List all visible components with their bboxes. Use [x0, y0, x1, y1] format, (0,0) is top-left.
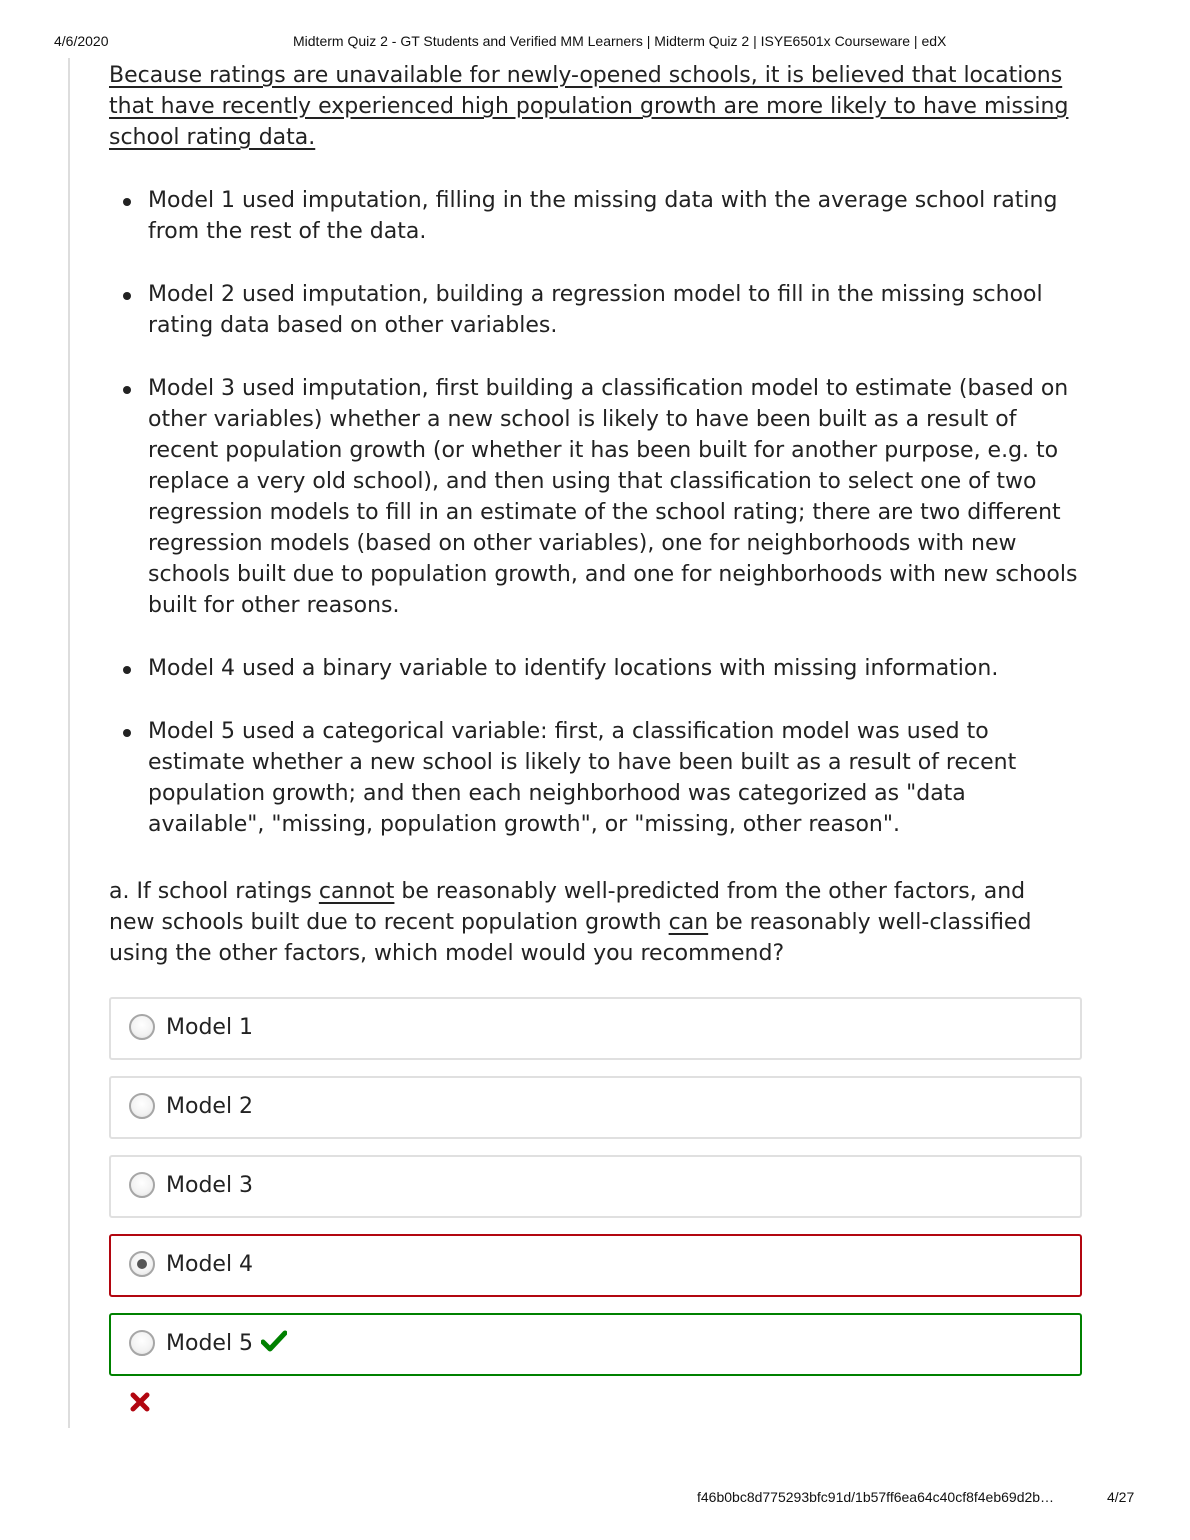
answer-options: [109, 997, 1089, 1376]
checkmark-icon: [261, 1330, 287, 1352]
left-divider: [68, 58, 70, 1428]
problem-content: [109, 60, 1089, 1392]
list-item: [109, 185, 1088, 247]
option-label: Model 1: [166, 1015, 254, 1040]
question-emphasis-can: can: [668, 910, 709, 935]
question-prefix: a. If school ratings: [109, 879, 319, 904]
question-suffix: be reasonably well-classified using the other factors, which model would you recommend?: [109, 910, 1032, 966]
incorrect-status: [130, 1392, 150, 1416]
option-model-4[interactable]: [109, 1234, 1082, 1297]
question-middle: be reasonably well-predicted from the other factors, and new schools built due to recent population growth: [109, 879, 1026, 935]
option-model-2[interactable]: [109, 1076, 1082, 1139]
model-description: Model 1 used imputation, filling in the missing data with the average school rating from the rest of the data.: [148, 188, 1058, 244]
option-model-5[interactable]: [109, 1313, 1082, 1376]
footer-url: f46b0bc8d775293bfc91d/1b57ff6ea64c40cf8f4eb69d2b…: [697, 1489, 1055, 1505]
radio-button[interactable]: [129, 1093, 155, 1119]
model-list: [109, 185, 1089, 840]
radio-button[interactable]: [129, 1172, 155, 1198]
list-item: [109, 653, 1088, 684]
radio-button[interactable]: [129, 1330, 155, 1356]
option-label: Model 2: [166, 1094, 254, 1119]
footer-page-number: 4/27: [1107, 1489, 1135, 1505]
radio-button[interactable]: [129, 1014, 155, 1040]
option-label: Model 3: [166, 1173, 254, 1198]
question-text: [109, 876, 1069, 969]
bullet-icon: [123, 729, 131, 737]
print-date: 4/6/2020: [54, 33, 109, 49]
list-item: [109, 716, 1088, 840]
model-description: Model 5 used a categorical variable: first, a classification model was used to estimate whether a new school is likely to have been built as a result of recent population growth; and then each neighborhood was categorized as "data available", "missing, population growth", or "missing, other reason".: [148, 719, 1017, 837]
option-model-3[interactable]: [109, 1155, 1082, 1218]
model-description: Model 3 used imputation, first building a classification model to estimate (based on other variables) whether a new school is likely to have been built as a result of recent population growth (or whether it has been built for another purpose, e.g. to replace a very old school), and then using that classification to select one of two regression models to fill in an estimate of the school rating; there are two different regression models (based on other variables), one for neighborhoods with new schools built due to population growth, and one for neighborhoods with new schools built for other reasons.: [148, 376, 1078, 618]
radio-button-selected[interactable]: [129, 1251, 155, 1277]
print-title: Midterm Quiz 2 - GT Students and Verified MM Learners | Midterm Quiz 2 | ISYE6501x Courseware | edX: [293, 33, 947, 49]
model-description: Model 4 used a binary variable to identify locations with missing information.: [148, 656, 999, 681]
bullet-icon: [123, 386, 131, 394]
print-header: [0, 33, 1190, 53]
bullet-icon: [123, 198, 131, 206]
problem-intro: Because ratings are unavailable for newly-opened schools, it is believed that locations that have recently experienced high population growth are more likely to have missing school rating data.: [109, 63, 1069, 150]
model-description: Model 2 used imputation, building a regression model to fill in the missing school rating data based on other variables.: [148, 282, 1043, 338]
cross-icon: [130, 1392, 150, 1412]
bullet-icon: [123, 666, 131, 674]
option-label: Model 5: [166, 1331, 254, 1356]
option-label: Model 4: [166, 1252, 254, 1277]
list-item: [109, 373, 1088, 621]
list-item: [109, 279, 1088, 341]
option-label-wrap: [166, 1329, 287, 1359]
question-emphasis-cannot: cannot: [318, 879, 395, 904]
option-model-1[interactable]: [109, 997, 1082, 1060]
bullet-icon: [123, 292, 131, 300]
